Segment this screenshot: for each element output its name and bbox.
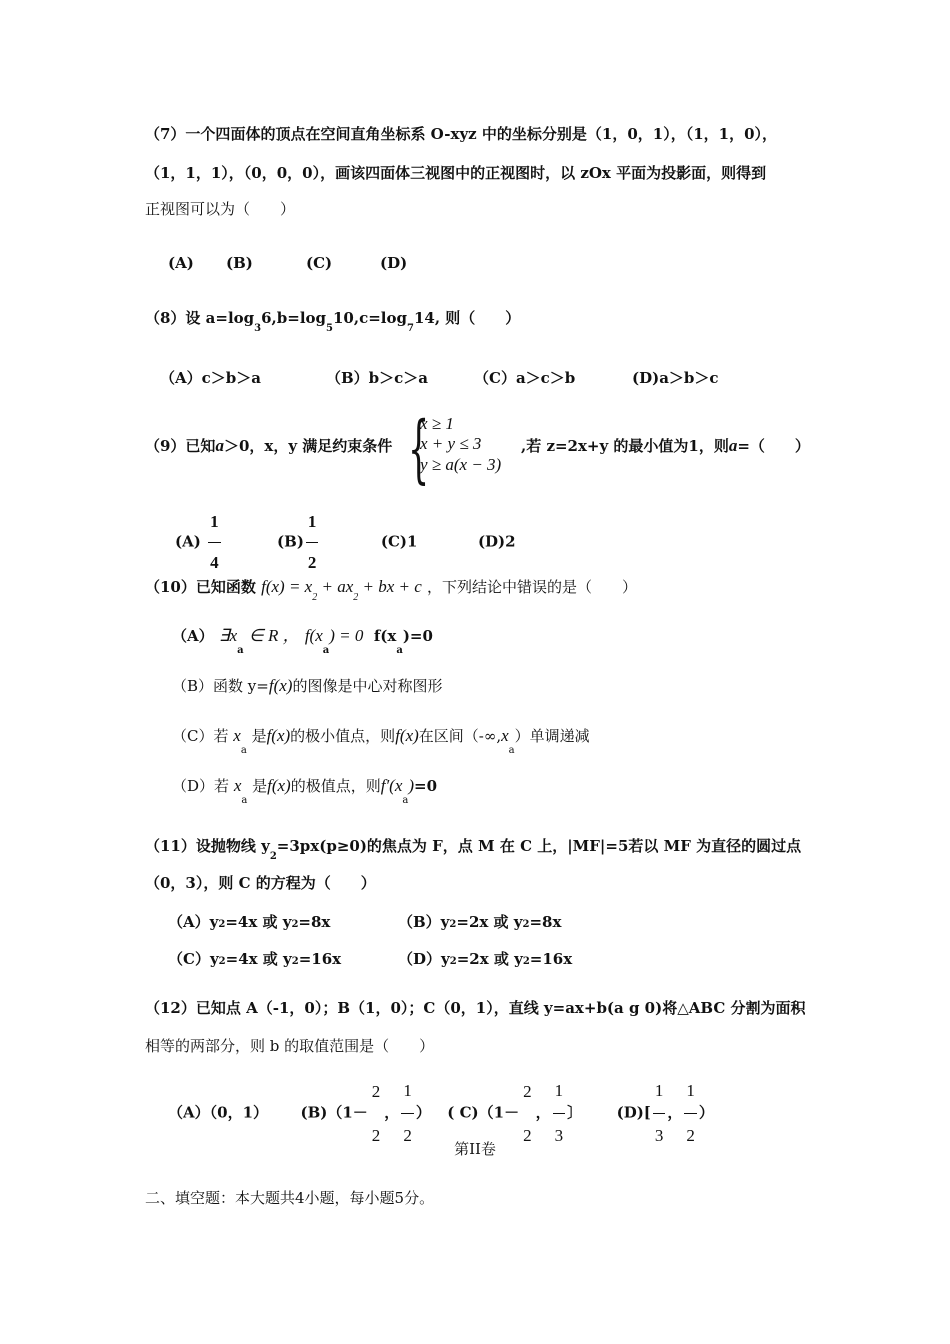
q12-options: （A）（0，1） (B)（1－ 2 2 ， $\frac{1}{2}$ ） ( C)（1－ 2 2 ， $\frac{1}{3}$ 〕 (D)[ $\frac{1}{3}$ ， $\frac{1}{2}$ ） bbox=[168, 1069, 714, 1158]
q7-line1: （7）一个四面体的顶点在空间直角坐标系 O-xyz 中的坐标分别是（1，0，1），（1，1，0）， bbox=[145, 125, 778, 143]
q12-line1: （12）已知点 A（-1，0）；B（1，0）；C（0，1），直线 y=ax+b(a g 0)将△ABC 分割为面积 bbox=[145, 999, 806, 1017]
fraction: $\frac{1}{2}$ bbox=[684, 1069, 697, 1158]
q10-option-b: （B）函数 y=f(x)的图像是中心对称图形 bbox=[172, 676, 443, 695]
q11-line1: （11）设抛物线 $y_2=3px(p\ge 0)$的焦点为 F，点 M 在 C 上，|MF|=5若以 MF 为直径的圆过点 bbox=[145, 837, 802, 862]
fraction: $\frac{1}{2}$ bbox=[306, 502, 319, 583]
q8-option-a: （A）c＞b＞a bbox=[160, 369, 261, 387]
q7-option-c: (C) bbox=[306, 254, 333, 272]
q12-line2: 相等的两部分，则 b 的取值范围是（ ） bbox=[145, 1037, 435, 1055]
constraint-2: x + y ≤ 3 bbox=[420, 434, 482, 453]
fraction: 2 2 bbox=[371, 1081, 381, 1145]
q10-stem: （10）已知函数 $f(x) = x_2 + ax_2$ + bx + c ，下列结论中错误的是（ ） bbox=[145, 577, 638, 603]
fraction: $\frac{1}{3}$ bbox=[653, 1069, 666, 1158]
fraction: $\frac{1}{2}$ bbox=[401, 1069, 414, 1158]
q7-option-b: (B) bbox=[226, 254, 253, 272]
q9-options: (A) $\frac{1}{4}$ (B) $\frac{1}{2}$ (C)1 (D)2 bbox=[175, 502, 516, 583]
constraint-1: x ≥ 1 bbox=[420, 414, 454, 433]
q8-stem: （8）设 $a=\log_36,b=\log_510,c=\log_714$, 则（ ） bbox=[145, 309, 521, 334]
q10-option-d: （D）若 $x_a$ 是f(x)的极值点，则$f'(x_a)=0$ bbox=[172, 776, 438, 806]
q8-option-d: (D)a＞b＞c bbox=[632, 369, 719, 387]
fraction: 2 2 bbox=[523, 1081, 532, 1145]
q11-option-b: （B）y2=2x 或 y2=8x bbox=[398, 913, 562, 931]
q7-option-a: (A) bbox=[168, 254, 194, 272]
q10-option-c: （C）若 $x_a$ 是f(x)的极小值点，则f(x)在区间$(-\infty,x_a)$单调递减 bbox=[172, 726, 590, 756]
q11-option-a: （A）y2=4x 或 y2=8x bbox=[168, 913, 331, 931]
q9-stem-left: （9）已知a＞0，x，y 满足约束条件 bbox=[145, 436, 393, 455]
q7-option-d: (D) bbox=[380, 254, 408, 272]
fraction: $\frac{1}{3}$ bbox=[553, 1069, 566, 1158]
q11-option-d: （D）y2=2x 或 y2=16x bbox=[398, 950, 573, 968]
q9-stem-right: ,若 z=2x+y 的最小值为1，则a=（ ） bbox=[521, 436, 810, 455]
q7-line2: （1，1，1），（0，0，0），画该四面体三视图中的正视图时，以 zOx 平面为投影面，则得到 bbox=[145, 164, 767, 182]
q11-line2: （0，3），则 C 的方程为（ ） bbox=[145, 874, 376, 892]
q8-option-b: （B）b＞c＞a bbox=[326, 369, 429, 387]
q10-option-a: （A） $\exists x_a$ ∈ R ， $f(x_a) = 0$ $f(x_a)=0$ bbox=[172, 626, 433, 656]
section-title: 第II卷 bbox=[454, 1140, 496, 1158]
q11-option-c: （C）y2=4x 或 y2=16x bbox=[168, 950, 342, 968]
q7-line3: 正视图可以为（ ） bbox=[145, 200, 296, 218]
constraint-brace: { bbox=[408, 406, 430, 492]
q8-option-c: （C）a＞c＞b bbox=[474, 369, 576, 387]
fraction: $\frac{1}{4}$ bbox=[208, 502, 221, 583]
constraint-3: y ≥ a(x − 3) bbox=[420, 455, 502, 474]
fill-in-heading: 二、填空题：本大题共4小题，每小题5分。 bbox=[145, 1189, 435, 1207]
